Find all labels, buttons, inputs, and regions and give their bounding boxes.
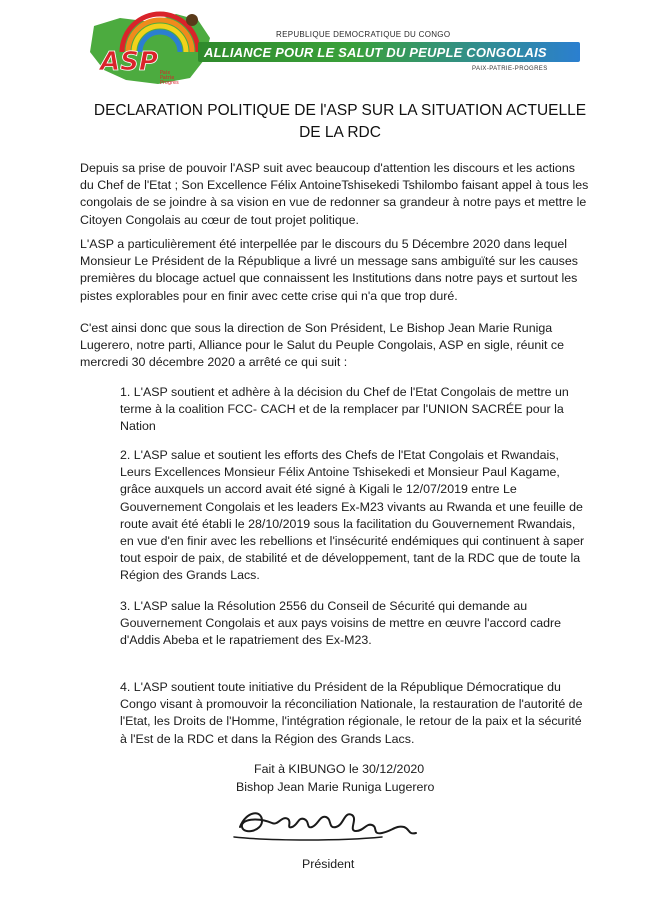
party-name: ALLIANCE POUR LE SALUT DU PEUPLE CONGOLAIS	[204, 45, 547, 60]
svg-text:ASP: ASP	[100, 47, 158, 77]
svg-text:Progrès: Progrès	[160, 80, 179, 86]
paragraph-resolution: C'est ainsi donc que sous la direction de Son Président, Le Bishop Jean Marie Runiga Lugerero, notre parti, Alliance pour le Salut du Peuple Congolais, ASP en sigle, réunit ce mercredi 30 décembre 2020 a arrêté ce qui suit :	[80, 321, 565, 370]
svg-text:Patrie: Patrie	[160, 75, 175, 81]
list-item-2: 2. L'ASP salue et soutient les efforts des Chefs de l'Etat Congolais et Rwandais, Leurs Excellences Monsieur Félix Antoine Tshisekedi et Monsieur Paul Kagame, grâce auxquels un accord avait été signé à Kigali le 12/07/2019 entre Le Gouvernement Congolais et les leaders Ex-M23 vivants au Rwanda et une feuille de route avait été établi le 28/10/2019 sous la facilitation du Gouvernement Rwandais, en vue d'en finir avec les rebellions et l'insécurité endémiques qui continuent à saper tout espoir de paix, de stabilité et de développement, tant de la RDC que de toute la Région des Grands Lacs.	[120, 448, 585, 583]
paragraph-speech: L'ASP a particulièrement été interpellée par le discours du 5 Décembre 2020 dans lequel Monsieur Le Président de la République a livré un message sans ambiguïté sur les causes premières du blocage actuel que connaissent les Institutions dans notre pays et surtout les pistes explorables pour en finir avec cette crise qui n'a que trop duré.	[80, 237, 578, 303]
party-motto: PAIX-PATRIE-PROGRES	[472, 66, 548, 72]
letterhead	[80, 8, 580, 88]
list-item-1: 1. L'ASP soutient et adhère à la décision du Chef de l'Etat Congolais de mettre un terme à la coalition FCC- CACH et de la remplacer par l'UNION SACRÉE pour la Nation	[120, 385, 569, 434]
svg-text:Paix: Paix	[160, 70, 171, 76]
title-line-2: DE LA RDC	[299, 124, 381, 141]
list-item-4: 4. L'ASP soutient toute initiative du Président de la République Démocratique du Congo visant à promouvoir la réconciliation Nationale, la restauration de l'autorité de l'Etat, les Droits de l'Homme, l'intégration régionale, le retour de la paix et la sécurité à l'Est de la RDC et dans la Région des Grands Lacs.	[120, 680, 583, 746]
signoff-block	[236, 761, 496, 796]
list-item-3: 3. L'ASP salue la Résolution 2556 du Conseil de Sécurité qui demande au Gouvernement Congolais et aux pays voisins de mettre en œuvre l'accord cadre d'Addis Abeba et le rapatriement des Ex-M23.	[120, 599, 562, 648]
signatory-role: Président	[302, 857, 355, 871]
country-name: REPUBLIQUE DEMOCRATIQUE DU CONGO	[276, 30, 451, 39]
handwritten-signature	[232, 797, 432, 847]
place-date: Fait à KIBUNGO le 30/12/2020	[254, 762, 425, 776]
signatory-name: Bishop Jean Marie Runiga Lugerero	[236, 779, 435, 794]
document-title	[70, 100, 610, 144]
title-line-1: DECLARATION POLITIQUE DE l'ASP SUR LA SITUATION ACTUELLE	[93, 102, 587, 119]
paragraph-intro: Depuis sa prise de pouvoir l'ASP suit avec beaucoup d'attention les discours et les actions du Chef de l'Etat ; Son Excellence Félix AntoineTshisekedi Tshilombo faisant appel à tous les congolais de se joindre à sa vision en vue de redonner sa grandeur à notre pays et mettre le Citoyen Congolais au cœur de tout projet politique.	[80, 161, 589, 227]
